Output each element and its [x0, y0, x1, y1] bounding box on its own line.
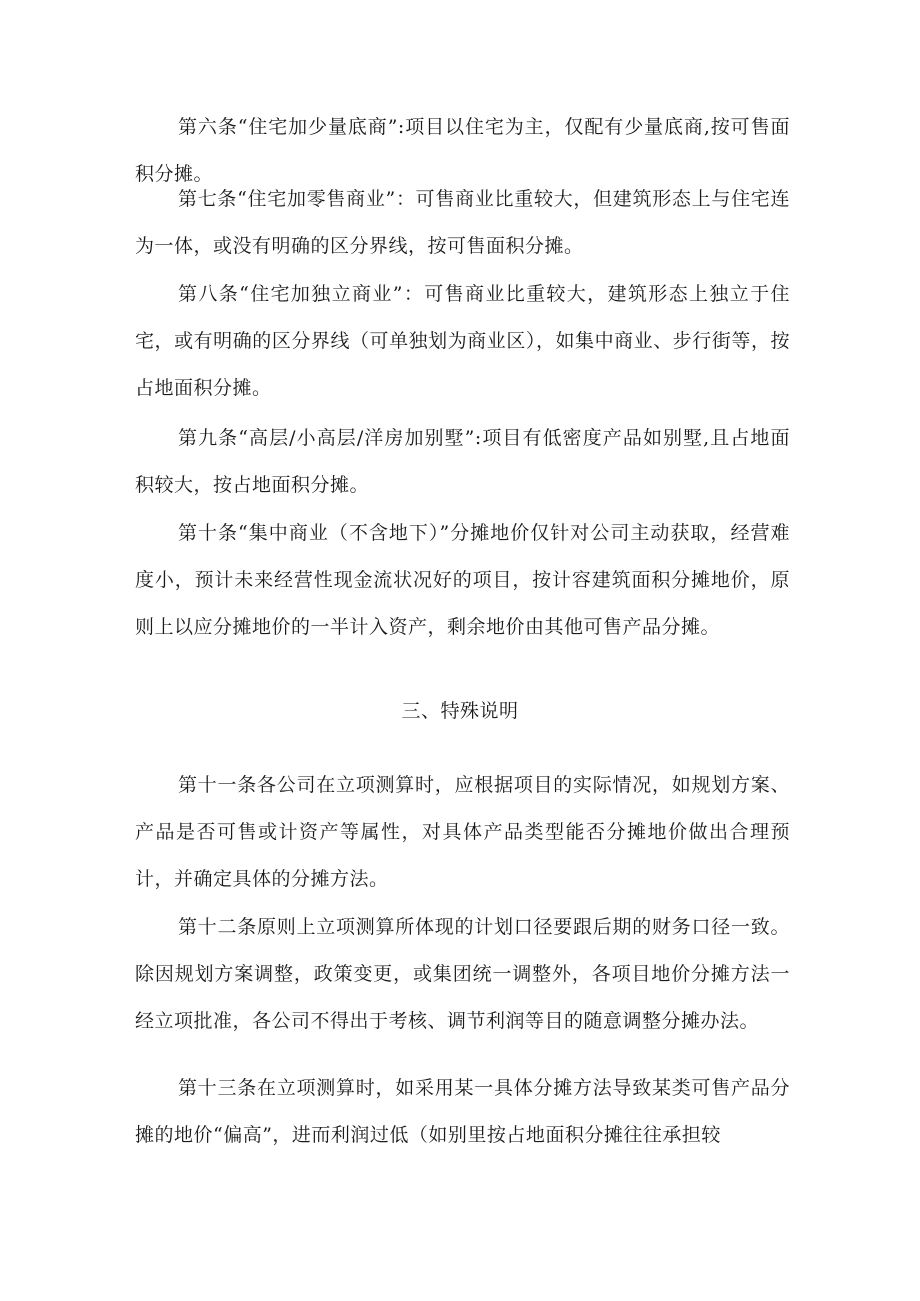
- section-heading: 三、特殊说明: [401, 700, 519, 722]
- article-9-paragraph: 第九条“高层/小高层/洋房加别墅”:项目有低密度产品如别墅,且占地面积较大，按占地面积分摊。: [135, 427, 790, 496]
- article-11-paragraph: 第十一条各公司在立项测算时，应根据项目的实际情况，如规划方案、产品是否可售或计资产等属性，对具体产品类型能否分摊地价做出合理预计，并确定具体的分摊方法。: [135, 774, 790, 890]
- article-12-paragraph: 第十二条原则上立项测算所体现的计划口径要跟后期的财务口径一致。除因规划方案调整，政策变更，或集团统一调整外，各项目地价分摊方法一经立项批准，各公司不得出于考核、调节利润等目的随意调整分摊办法。: [135, 916, 790, 1032]
- article-10-paragraph: 第十条“集中商业（不含地下）”分摊地价仅针对公司主动获取，经营难度小，预计未来经营性现金流状况好的项目，按计容建筑面积分摊地价，原则上以应分摊地价的一半计入资产，剩余地价由其他可售产品分摊。: [135, 522, 790, 638]
- article-8-paragraph: 第八条“住宅加独立商业”：可售商业比重较大，建筑形态上独立于住宅，或有明确的区分界线（可单独划为商业区），如集中商业、步行街等，按占地面积分摊。: [135, 283, 790, 399]
- article-7-paragraph: 第七条“住宅加零售商业”：可售商业比重较大，但建筑形态上与住宅连为一体，或没有明确的区分界线，按可售面积分摊。: [135, 188, 790, 257]
- article-13-paragraph: 第十三条在立项测算时，如采用某一具体分摊方法导致某类可售产品分摊的地价“偏高”，进而利润过低（如别里按占地面积分摊往往承担较: [135, 1077, 790, 1146]
- article-6-paragraph: 第六条“住宅加少量底商”:项目以住宅为主，仅配有少量底商,按可售面积分摊。: [135, 116, 790, 185]
